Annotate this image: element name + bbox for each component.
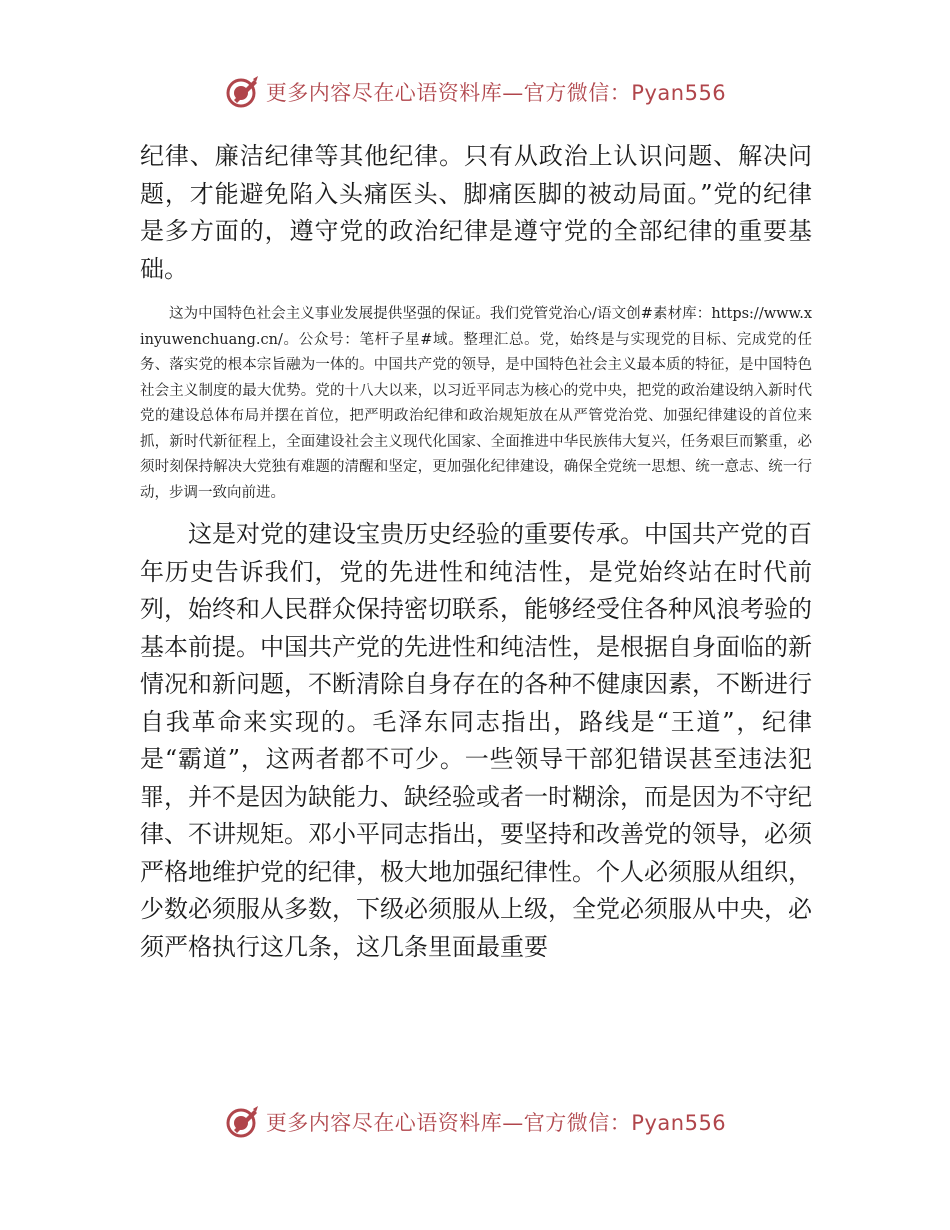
header-banner-text: 更多内容尽在心语资料库—官方微信：Pyan556 [265, 81, 727, 105]
pen-logo-icon [224, 1104, 260, 1140]
pen-logo-icon [224, 74, 260, 110]
paragraph-1: 纪律、廉洁纪律等其他纪律。只有从政治上认识问题、解决问题，才能避免陷入头痛医头、脚痛医脚的被动局面。”党的纪律是多方面的，遵守党的政治纪律是遵守党的全部纪律的重要基础。 [140, 142, 812, 283]
document-body [140, 138, 812, 966]
header-banner [0, 72, 950, 112]
paragraph-3: 这是对党的建设宝贵历史经验的重要传承。中国共产党的百年历史告诉我们，党的先进性和纯洁性，是党始终站在时代前列，始终和人民群众保持密切联系，能够经受住各种风浪考验的基本前提。中国共产党的先进性和纯洁性，是根据自身面临的新情况和新问题，不断清除自身存在的各种不健康因素，不断进行自我革命来实现的。毛泽东同志指出，路线是“王道”，纪律是“霸道”，这两者都不可少。一些领导干部犯错误甚至违法犯罪，并不是因为缺能力、缺经验或者一时糊涂，而是因为不守纪律、不讲规矩。邓小平同志指出，要坚持和改善党的领导，必须严格地维护党的纪律，极大地加强纪律性。个人必须服从组织，少数必须服从多数，下级必须服从上级，全党必须服从中央，必须严格执行这几条，这几条里面最重要 [140, 520, 812, 961]
paragraph-2-small: 这为中国特色社会主义事业发展提供坚强的保证。我们党管党治心/语文创#素材库：https://www.xinyuwenchuang.cn/。公众号：笔杆子星#域。整理汇总。党，始终是与实现党的目标、完成党的任务、落实党的根本宗旨融为一体的。中国共产党的领导，是中国特色社会主义最本质的特征，是中国特色社会主义制度的最大优势。党的十八大以来，以习近平同志为核心的党中央，把党的政治建设纳入新时代党的建设总体布局并摆在首位，把严明政治纪律和政治规矩放在从严管党治党、加强纪律建设的首位来抓，新时代新征程上，全面建设社会主义现代化国家、全面推进中华民族伟大复兴，任务艰巨而繁重，必须时刻保持解决大党独有难题的清醒和坚定，更加强化纪律建设，确保全党统一思想、统一意志、统一行动，步调一致向前进。 [140, 306, 812, 501]
footer-banner [0, 1102, 950, 1142]
footer-banner-text: 更多内容尽在心语资料库—官方微信：Pyan556 [265, 1111, 727, 1135]
